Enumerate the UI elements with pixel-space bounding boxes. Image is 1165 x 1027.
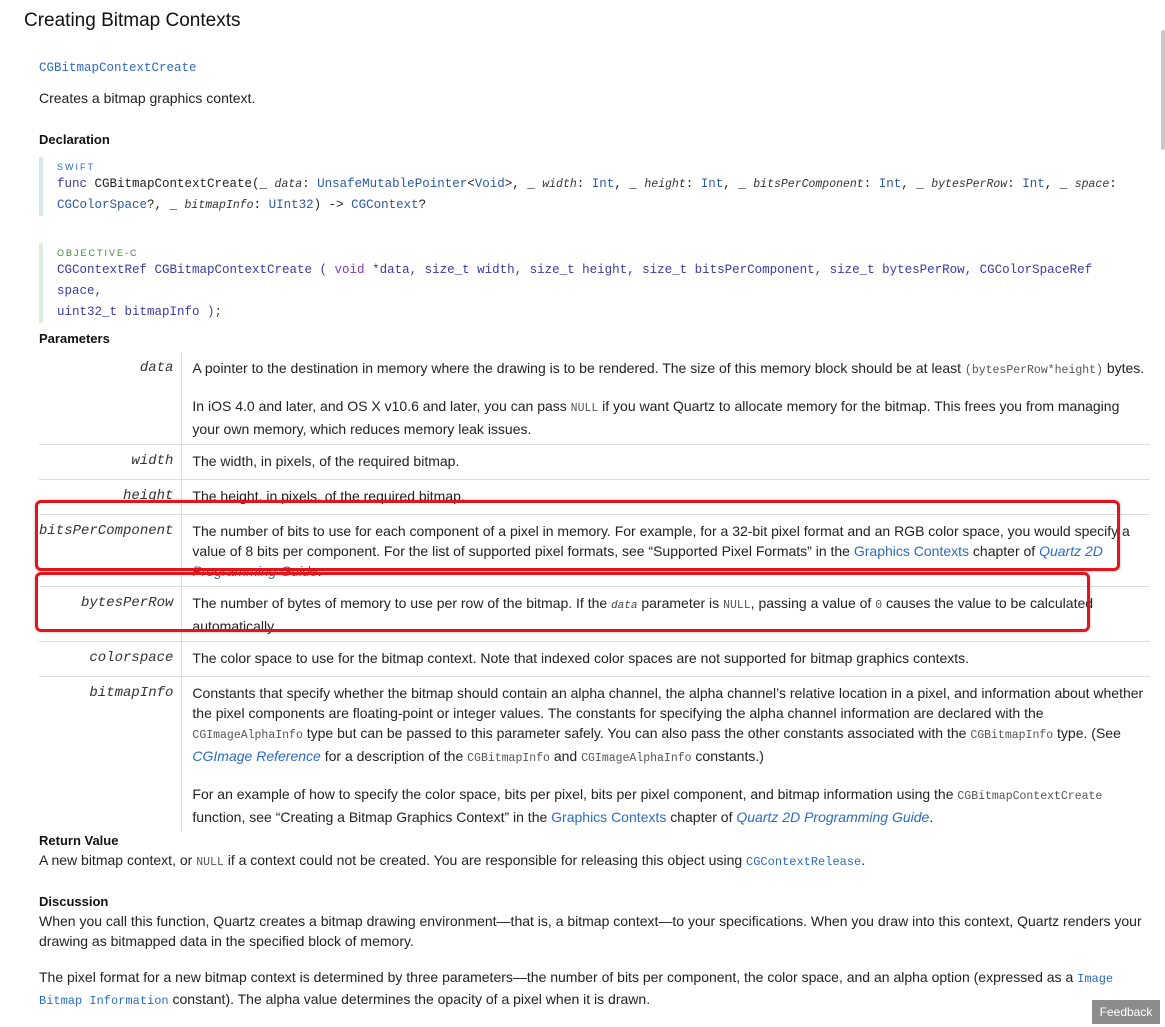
function-abstract: Creates a bitmap graphics context. bbox=[39, 90, 256, 106]
declaration-heading: Declaration bbox=[39, 132, 110, 147]
param-row-data bbox=[39, 352, 1150, 445]
objc-label: OBJECTIVE-C bbox=[57, 248, 139, 258]
page-title: Creating Bitmap Contexts bbox=[24, 10, 241, 31]
highlight-box-bitspercomponent bbox=[35, 500, 1120, 571]
quartz-2d-guide-link[interactable]: Quartz 2D Programming Guide bbox=[192, 543, 1103, 579]
cgcontextrelease-link[interactable]: CGContextRelease bbox=[746, 855, 862, 869]
param-name: data bbox=[39, 352, 182, 445]
discussion-heading: Discussion bbox=[39, 894, 109, 909]
param-name: colorspace bbox=[39, 642, 182, 677]
graphics-contexts-link[interactable]: Graphics Contexts bbox=[551, 809, 667, 825]
parameters-heading: Parameters bbox=[39, 331, 110, 346]
param-name: bitmapInfo bbox=[39, 677, 182, 833]
swift-code: func CGBitmapContextCreate(_ data: UnsafeMutablePointer<Void>, _ width: Int, _ height: Int, _ bitsPerComponent: Int, _ bytesPerRow: Int, _ space: CGColorSpace?, _ bitmapInfo: UInt32) -> CGContext? bbox=[57, 177, 1117, 212]
return-value-text: A new bitmap context, or NULL if a context could not be created. You are responsible for releasing this object using CGContextRelease. bbox=[39, 852, 866, 869]
image-bitmap-information-link[interactable]: Image Bitmap Information bbox=[39, 972, 1114, 1008]
discussion-paragraph: The pixel format for a new bitmap context is determined by three parameters—the number of bits per component, the color space, and an alpha option (expressed as a Image Bitmap Information constant). The alpha value determines the opacity of a pixel when it is drawn. bbox=[39, 969, 1114, 1008]
param-name: width bbox=[39, 445, 182, 480]
objc-declaration bbox=[39, 243, 1137, 323]
discussion-paragraph: When you call this function, Quartz creates a bitmap drawing environment—that is, a bitmap context—to your specifications. When you draw into this context, Quartz renders your drawing as bitmapped data in the specified block of memory. bbox=[39, 913, 1142, 949]
param-name: bytesPerRow bbox=[39, 587, 182, 642]
objc-code: CGContextRef CGBitmapContextCreate ( void *data, size_t width, size_t height, size_t bitsPerComponent, size_t bytesPerRow, CGColorSpaceRef space, uint32_t bitmapInfo ); bbox=[57, 263, 1093, 319]
highlight-box-bytesperrow bbox=[35, 572, 1090, 632]
swift-label: SWIFT bbox=[57, 162, 95, 172]
scrollbar[interactable] bbox=[1161, 30, 1165, 150]
param-name: bitsPerComponent bbox=[39, 515, 182, 587]
function-name-link[interactable]: CGBitmapContextCreate bbox=[39, 61, 197, 75]
swift-declaration bbox=[39, 157, 1137, 216]
quartz-2d-guide-link[interactable]: Quartz 2D Programming Guide bbox=[736, 809, 930, 825]
return-value-heading: Return Value bbox=[39, 833, 119, 848]
param-row-colorspace bbox=[39, 642, 1150, 677]
graphics-contexts-link[interactable]: Graphics Contexts bbox=[853, 543, 970, 559]
param-description: The width, in pixels, of the required bitmap. bbox=[192, 453, 460, 469]
param-description: A pointer to the destination in memory where the drawing is to be rendered. The size of this memory block should be at least (bytesPerRow*height) bytes. In iOS 4.0 and later, and OS X v10.6 and later, you can pass NULL if you want Quartz to allocate memory for the bitmap. This frees you from managing your own memory, which reduces memory leak issues. bbox=[192, 360, 1145, 437]
cgimage-reference-link[interactable]: CGImage Reference bbox=[192, 748, 321, 764]
feedback-button[interactable]: Feedback bbox=[1092, 1000, 1160, 1024]
param-row-width bbox=[39, 445, 1150, 480]
param-description: The height, in pixels, of the required bitmap. bbox=[192, 488, 465, 504]
param-description: The color space to use for the bitmap context. Note that indexed color spaces are not supported for bitmap graphics contexts. bbox=[192, 650, 970, 666]
param-description: The number of bits to use for each component of a pixel in memory. For example, for a 32-bit pixel format and an RGB color space, you would specify a value of 8 bits per component. For the list of supported pixel formats, see “Supported Pixel Formats” in the Graphics Contexts chapter of Quartz 2D Programming Guide. bbox=[192, 523, 1130, 579]
param-name: height bbox=[39, 480, 182, 515]
param-description: The number of bytes of memory to use per row of the bitmap. If the data parameter is NULL, passing a value of 0 causes the value to be calculated automatically. bbox=[192, 595, 1094, 634]
param-description: Constants that specify whether the bitmap should contain an alpha channel, the alpha channel’s relative location in a pixel, and information about whether the pixel components are floating-point or integer values. The constants for specifying the alpha channel information are declared with the CGImageAlphaInfo type but can be passed to this parameter safely. You can also pass the other constants associated with the CGBitmapInfo type. (See CGImage Reference for a description of the CGBitmapInfo and CGImageAlphaInfo constants.) For an example of how to specify the color space, bits per pixel, bits per pixel component, and bitmap information using the CGBitmapContextCreate function, see “Creating a Bitmap Graphics Context” in the Graphics Contexts chapter of Quartz 2D Programming Guide. bbox=[192, 685, 1144, 825]
param-row-bitmapinfo bbox=[39, 677, 1150, 833]
